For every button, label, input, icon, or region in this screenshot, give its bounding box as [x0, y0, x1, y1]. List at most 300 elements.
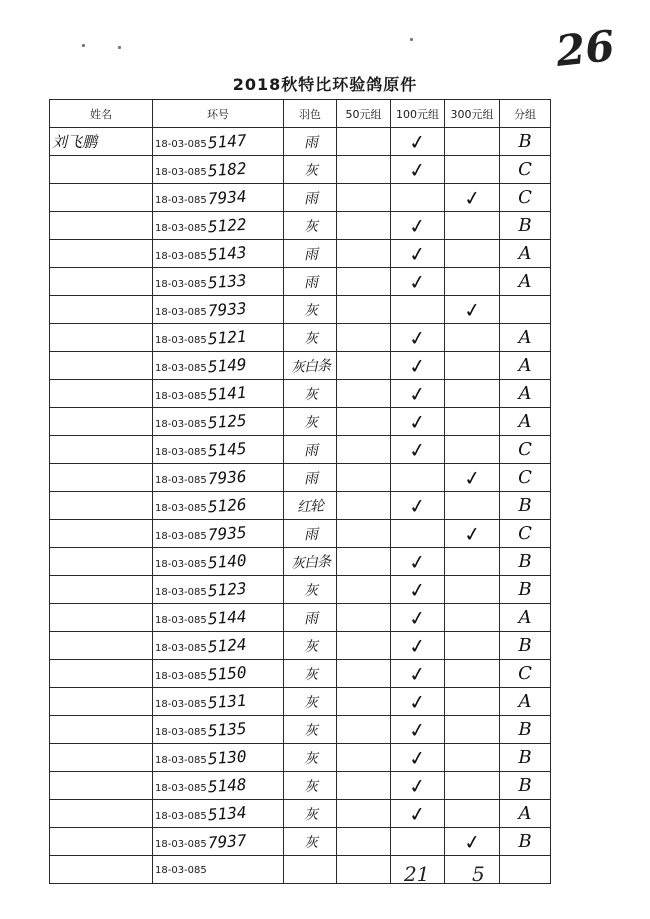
group-300-cell — [445, 688, 500, 716]
table-row — [50, 436, 551, 464]
ring-number-cell — [153, 128, 284, 156]
table-row — [50, 660, 551, 688]
group-300-cell — [445, 492, 500, 520]
division-cell — [500, 128, 551, 156]
division-letter: A — [518, 607, 532, 628]
ring-number-cell — [153, 520, 284, 548]
group-50-cell — [337, 772, 391, 800]
ring-suffix: 5143 — [207, 242, 247, 265]
group-100-cell — [391, 324, 445, 352]
group-50-cell — [337, 184, 391, 212]
table-row — [50, 632, 551, 660]
feather-color: 灰白条 — [290, 357, 330, 376]
group-50-cell — [337, 660, 391, 688]
feather-color-cell — [284, 772, 337, 800]
document-title: 2018秋特比环验鸽原件 — [232, 75, 418, 94]
ring-suffix: 7933 — [207, 298, 247, 321]
table-body — [50, 128, 551, 884]
feather-color-cell — [284, 632, 337, 660]
division-cell — [500, 408, 551, 436]
feather-color-cell — [284, 128, 337, 156]
ring-number-cell — [153, 744, 284, 772]
group-300-cell — [445, 212, 500, 240]
division-cell — [500, 632, 551, 660]
feather-color-cell — [284, 576, 337, 604]
division-cell — [500, 436, 551, 464]
ring-number-cell — [153, 156, 284, 184]
check-mark-icon: ✓ — [462, 520, 482, 547]
feather-color-cell — [284, 828, 337, 856]
division-letter: C — [518, 663, 532, 684]
group-300-cell — [445, 296, 500, 324]
table-row — [50, 604, 551, 632]
group-100-cell — [391, 828, 445, 856]
ring-suffix: 5130 — [207, 746, 247, 769]
table-row — [50, 184, 551, 212]
group-100-cell — [391, 632, 445, 660]
feather-color: 灰 — [303, 414, 317, 431]
table-row — [50, 576, 551, 604]
header-ring-number: 环号 — [153, 100, 284, 128]
group-100-cell — [391, 520, 445, 548]
feather-color-cell — [284, 492, 337, 520]
ring-number-cell — [153, 352, 284, 380]
table-row — [50, 240, 551, 268]
owner-name-cell — [50, 576, 153, 604]
feather-color: 雨 — [303, 526, 317, 543]
group-100-cell — [391, 268, 445, 296]
ring-number-cell — [153, 632, 284, 660]
ring-prefix: 18-03-085 — [155, 643, 207, 654]
ring-suffix: 5124 — [207, 634, 247, 657]
feather-color: 雨 — [303, 470, 317, 487]
feather-color-cell — [284, 184, 337, 212]
check-mark-icon: ✓ — [407, 800, 428, 827]
ring-prefix: 18-03-085 — [155, 783, 207, 794]
owner-name-cell — [50, 828, 153, 856]
owner-name-cell — [50, 604, 153, 632]
header-division: 分组 — [500, 100, 551, 128]
feather-color: 灰 — [303, 722, 317, 739]
group-300-cell — [445, 800, 500, 828]
owner-name-cell — [50, 268, 153, 296]
group-100-cell — [391, 800, 445, 828]
group-50-cell — [337, 856, 391, 884]
group-50-cell — [337, 380, 391, 408]
group-300-cell — [445, 268, 500, 296]
group-100-cell — [391, 436, 445, 464]
group-50-cell — [337, 240, 391, 268]
ring-suffix: 5135 — [207, 718, 247, 741]
ring-suffix: 5125 — [207, 410, 247, 433]
feather-color-cell — [284, 716, 337, 744]
check-mark-icon: ✓ — [407, 240, 428, 267]
feather-color: 红轮 — [296, 497, 324, 516]
ring-number-cell — [153, 268, 284, 296]
check-mark-icon: ✓ — [407, 436, 428, 463]
ring-prefix: 18-03-085 — [155, 307, 207, 318]
group-100-cell — [391, 688, 445, 716]
division-cell — [500, 268, 551, 296]
table-row — [50, 296, 551, 324]
feather-color: 灰 — [303, 302, 317, 319]
group-300-cell — [445, 828, 500, 856]
group-100-cell — [391, 380, 445, 408]
owner-name-cell — [50, 212, 153, 240]
feather-color: 雨 — [303, 134, 317, 151]
ring-number-cell — [153, 408, 284, 436]
division-cell — [500, 856, 551, 884]
ring-suffix: 5182 — [207, 158, 247, 181]
ring-suffix: 5148 — [207, 774, 247, 797]
ring-prefix: 18-03-085 — [155, 419, 207, 430]
group-100-cell — [391, 660, 445, 688]
feather-color-cell — [284, 688, 337, 716]
feather-color-cell — [284, 660, 337, 688]
group-50-cell — [337, 324, 391, 352]
group-300-cell — [445, 436, 500, 464]
feather-color-cell — [284, 856, 337, 884]
ring-number-cell — [153, 324, 284, 352]
group-300-cell — [445, 240, 500, 268]
group-300-cell — [445, 744, 500, 772]
group-50-cell — [337, 716, 391, 744]
division-cell — [500, 156, 551, 184]
owner-name-cell — [50, 744, 153, 772]
owner-name-cell — [50, 632, 153, 660]
ring-prefix: 18-03-085 — [155, 615, 207, 626]
feather-color-cell — [284, 744, 337, 772]
division-letter: B — [518, 495, 532, 516]
ring-suffix: 5144 — [207, 606, 247, 629]
ring-prefix: 18-03-085 — [155, 447, 207, 458]
division-cell — [500, 660, 551, 688]
feather-color-cell — [284, 212, 337, 240]
ring-number-cell — [153, 464, 284, 492]
feather-color-cell — [284, 296, 337, 324]
ring-suffix: 5122 — [207, 214, 247, 237]
ring-suffix: 5131 — [207, 690, 247, 713]
ring-suffix: 5150 — [207, 662, 247, 685]
total-100-group: 21 — [404, 862, 430, 886]
division-letter: B — [518, 775, 532, 796]
ring-prefix: 18-03-085 — [155, 503, 207, 514]
table-row — [50, 128, 551, 156]
ring-suffix: 5145 — [207, 438, 247, 461]
group-50-cell — [337, 548, 391, 576]
ring-suffix: 5147 — [207, 130, 247, 153]
group-100-cell — [391, 296, 445, 324]
group-100-cell — [391, 240, 445, 268]
feather-color-cell — [284, 548, 337, 576]
division-letter: B — [518, 635, 532, 656]
feather-color: 雨 — [303, 190, 317, 207]
group-100-cell — [391, 716, 445, 744]
group-50-cell — [337, 464, 391, 492]
group-300-cell — [445, 380, 500, 408]
feather-color: 灰 — [303, 218, 317, 235]
table-row — [50, 212, 551, 240]
group-300-cell — [445, 632, 500, 660]
group-300-cell — [445, 660, 500, 688]
registration-table — [49, 99, 551, 884]
group-100-cell — [391, 772, 445, 800]
feather-color: 灰 — [303, 638, 317, 655]
ring-suffix: 7936 — [207, 466, 247, 489]
group-50-cell — [337, 604, 391, 632]
owner-name-cell — [50, 688, 153, 716]
division-letter: A — [518, 691, 532, 712]
group-50-cell — [337, 352, 391, 380]
ring-suffix: 5134 — [207, 802, 247, 825]
group-100-cell — [391, 604, 445, 632]
ring-prefix: 18-03-085 — [155, 391, 207, 402]
division-cell — [500, 296, 551, 324]
group-100-cell — [391, 128, 445, 156]
check-mark-icon: ✓ — [407, 156, 428, 183]
group-300-cell — [445, 548, 500, 576]
ring-suffix: 7934 — [207, 186, 247, 209]
ring-number-cell — [153, 380, 284, 408]
feather-color: 灰 — [303, 778, 317, 795]
ring-suffix: 7935 — [207, 522, 247, 545]
group-50-cell — [337, 688, 391, 716]
feather-color: 灰 — [303, 666, 317, 683]
check-mark-icon: ✓ — [407, 268, 428, 295]
feather-color-cell — [284, 520, 337, 548]
check-mark-icon: ✓ — [462, 296, 482, 323]
division-cell — [500, 324, 551, 352]
ring-prefix: 18-03-085 — [155, 251, 207, 262]
division-letter: B — [518, 747, 532, 768]
group-100-cell — [391, 464, 445, 492]
group-300-cell — [445, 128, 500, 156]
division-cell — [500, 240, 551, 268]
division-letter: A — [518, 327, 532, 348]
group-50-cell — [337, 128, 391, 156]
check-mark-icon: ✓ — [407, 660, 428, 687]
ring-prefix: 18-03-085 — [155, 139, 207, 150]
group-300-cell — [445, 408, 500, 436]
feather-color-cell — [284, 352, 337, 380]
table-row — [50, 800, 551, 828]
owner-name-cell — [50, 772, 153, 800]
group-50-cell — [337, 800, 391, 828]
ring-prefix: 18-03-085 — [155, 223, 207, 234]
owner-name-cell — [50, 156, 153, 184]
division-letter: B — [518, 551, 532, 572]
feather-color: 灰 — [303, 806, 317, 823]
ring-suffix: 5140 — [207, 550, 247, 573]
feather-color-cell — [284, 604, 337, 632]
group-300-cell — [445, 324, 500, 352]
division-letter: C — [518, 187, 532, 208]
owner-name-cell — [50, 184, 153, 212]
table-row — [50, 772, 551, 800]
group-300-cell — [445, 156, 500, 184]
division-letter: A — [518, 355, 532, 376]
check-mark-icon: ✓ — [407, 408, 428, 435]
feather-color-cell — [284, 436, 337, 464]
owner-name-cell — [50, 464, 153, 492]
division-letter: C — [518, 439, 532, 460]
header-100-group: 100元组 — [391, 100, 445, 128]
feather-color: 雨 — [303, 442, 317, 459]
ring-suffix: 5126 — [207, 494, 247, 517]
ring-suffix: 5123 — [207, 578, 247, 601]
table-row — [50, 548, 551, 576]
ring-number-cell — [153, 576, 284, 604]
check-mark-icon: ✓ — [407, 576, 428, 603]
table-row — [50, 408, 551, 436]
ring-number-cell — [153, 856, 284, 884]
feather-color-cell — [284, 240, 337, 268]
division-letter: C — [518, 523, 532, 544]
owner-name-cell — [50, 800, 153, 828]
ring-number-cell — [153, 492, 284, 520]
header-feather-color: 羽色 — [284, 100, 337, 128]
ring-number-cell — [153, 296, 284, 324]
table-row — [50, 828, 551, 856]
feather-color: 雨 — [303, 610, 317, 627]
group-50-cell — [337, 492, 391, 520]
division-cell — [500, 492, 551, 520]
ring-prefix: 18-03-085 — [155, 279, 207, 290]
division-letter: A — [518, 383, 532, 404]
ring-prefix: 18-03-085 — [155, 587, 207, 598]
division-cell — [500, 688, 551, 716]
owner-name-cell — [50, 660, 153, 688]
group-100-cell — [391, 184, 445, 212]
owner-name-cell — [50, 520, 153, 548]
owner-name-cell — [50, 240, 153, 268]
feather-color-cell — [284, 380, 337, 408]
feather-color-cell — [284, 408, 337, 436]
table-row — [50, 744, 551, 772]
feather-color: 灰 — [303, 750, 317, 767]
total-300-group: 5 — [472, 862, 485, 886]
group-100-cell — [391, 408, 445, 436]
group-300-cell — [445, 184, 500, 212]
table-row — [50, 156, 551, 184]
check-mark-icon: ✓ — [462, 184, 482, 211]
feather-color-cell — [284, 464, 337, 492]
ring-number-cell — [153, 800, 284, 828]
group-50-cell — [337, 828, 391, 856]
ring-suffix: 5133 — [207, 270, 247, 293]
owner-name: 刘飞鹏 — [52, 133, 98, 151]
group-300-cell — [445, 352, 500, 380]
table-row — [50, 352, 551, 380]
division-cell — [500, 520, 551, 548]
group-50-cell — [337, 744, 391, 772]
division-cell — [500, 212, 551, 240]
ring-number-cell — [153, 688, 284, 716]
division-letter: B — [518, 131, 532, 152]
scan-speck — [82, 44, 85, 47]
group-100-cell — [391, 576, 445, 604]
ring-prefix: 18-03-085 — [155, 363, 207, 374]
header-300-group: 300元组 — [445, 100, 500, 128]
feather-color: 雨 — [303, 274, 317, 291]
division-letter: B — [518, 719, 532, 740]
group-100-cell — [391, 212, 445, 240]
division-cell — [500, 828, 551, 856]
division-letter: A — [518, 271, 532, 292]
division-cell — [500, 744, 551, 772]
table-row — [50, 520, 551, 548]
feather-color: 灰 — [303, 694, 317, 711]
check-mark-icon: ✓ — [407, 492, 428, 519]
feather-color-cell — [284, 324, 337, 352]
group-50-cell — [337, 408, 391, 436]
owner-name-cell — [50, 856, 153, 884]
table-row — [50, 716, 551, 744]
check-mark-icon: ✓ — [407, 632, 428, 659]
group-50-cell — [337, 632, 391, 660]
owner-name-cell — [50, 716, 153, 744]
ring-number-cell — [153, 548, 284, 576]
check-mark-icon: ✓ — [407, 380, 428, 407]
ring-prefix: 18-03-085 — [155, 167, 207, 178]
group-50-cell — [337, 268, 391, 296]
division-cell — [500, 772, 551, 800]
feather-color: 灰白条 — [290, 553, 330, 572]
table-row — [50, 324, 551, 352]
header-50-group: 50元组 — [337, 100, 391, 128]
check-mark-icon: ✓ — [407, 716, 428, 743]
group-50-cell — [337, 156, 391, 184]
table-row — [50, 688, 551, 716]
feather-color: 灰 — [303, 162, 317, 179]
ring-number-cell — [153, 660, 284, 688]
group-100-cell — [391, 352, 445, 380]
group-100-cell — [391, 156, 445, 184]
ring-prefix: 18-03-085 — [155, 839, 207, 850]
group-100-cell — [391, 744, 445, 772]
ring-suffix: 5121 — [207, 326, 247, 349]
feather-color: 灰 — [303, 834, 317, 851]
group-300-cell — [445, 520, 500, 548]
ring-suffix: 7937 — [207, 830, 247, 853]
table-row — [50, 380, 551, 408]
division-cell — [500, 716, 551, 744]
scan-speck — [410, 38, 413, 41]
division-letter: B — [518, 215, 532, 236]
division-cell — [500, 800, 551, 828]
owner-name-cell — [50, 380, 153, 408]
ring-prefix: 18-03-085 — [155, 531, 207, 542]
division-cell — [500, 380, 551, 408]
feather-color: 灰 — [303, 386, 317, 403]
group-50-cell — [337, 520, 391, 548]
division-letter: C — [518, 467, 532, 488]
group-300-cell — [445, 772, 500, 800]
ring-prefix: 18-03-085 — [155, 811, 207, 822]
division-letter: A — [518, 411, 532, 432]
ring-number-cell — [153, 604, 284, 632]
division-cell — [500, 464, 551, 492]
check-mark-icon: ✓ — [407, 744, 428, 771]
group-50-cell — [337, 576, 391, 604]
group-50-cell — [337, 212, 391, 240]
feather-color-cell — [284, 800, 337, 828]
check-mark-icon: ✓ — [407, 324, 428, 351]
check-mark-icon: ✓ — [407, 772, 428, 799]
ring-number-cell — [153, 716, 284, 744]
ring-prefix: 18-03-085 — [155, 335, 207, 346]
ring-prefix: 18-03-085 — [155, 559, 207, 570]
